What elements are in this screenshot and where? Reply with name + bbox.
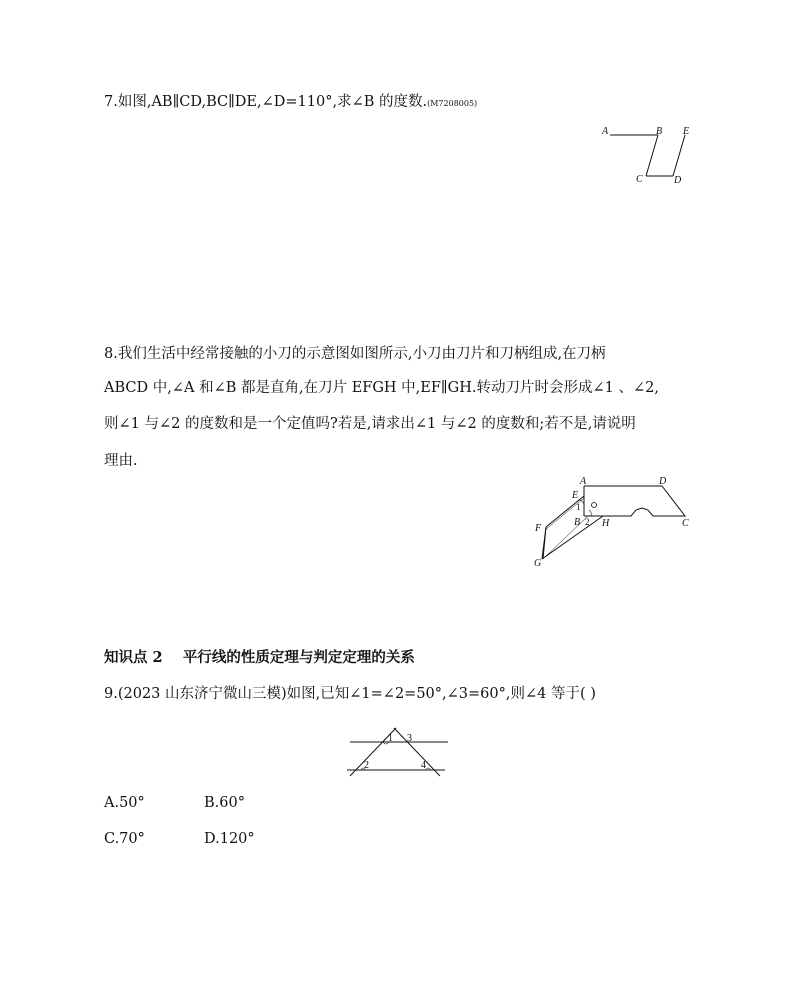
q8-label-f: F: [535, 523, 542, 534]
q7-figure: [598, 124, 698, 184]
q7-label-c: C: [636, 174, 643, 185]
q8-label-d: D: [659, 476, 667, 487]
q9-question: 9.(2023 山东济宁微山三模)如图,已知∠1=∠2=50°,∠3=60°,则∠4 等于( ): [104, 686, 596, 702]
q7-question: [104, 92, 477, 114]
q9-label-angle-2: 2: [364, 760, 369, 771]
q9-option-d[interactable]: D.120°: [204, 831, 255, 847]
q9-option-b[interactable]: B.60°: [204, 795, 245, 811]
q8-line-4: 理由.: [104, 453, 138, 469]
q8-label-e: E: [572, 490, 579, 501]
q8-label-b: B: [574, 517, 581, 528]
q7-label-a: A: [602, 126, 609, 137]
q7-text: 7.如图,AB∥CD,BC∥DE,∠D=110°,求∠B 的度数.: [104, 94, 428, 110]
q7-code: (M7208005): [427, 99, 478, 108]
section-heading: 知识点 2 平行线的性质定理与判定定理的关系: [104, 649, 415, 666]
q7-label-b: B: [656, 126, 663, 137]
q9-option-c[interactable]: C.70°: [104, 831, 145, 847]
q8-label-a: A: [580, 476, 587, 487]
q8-label-h: H: [602, 518, 610, 529]
q8-label-angle-1: 1: [576, 502, 581, 512]
q8-label-c: C: [682, 518, 689, 529]
q9-label-angle-3: 3: [407, 733, 412, 744]
q8-label-angle-2: 2: [585, 517, 590, 527]
q8-label-g: G: [534, 558, 542, 569]
q9-label-angle-1: 1: [388, 733, 393, 744]
q8-line-2: ABCD 中,∠A 和∠B 都是直角,在刀片 EFGH 中,EF∥GH.转动刀片时会形成∠1 、∠2,: [104, 380, 659, 396]
q9-triangle-figure: [344, 728, 454, 778]
q9-label-angle-4: 4: [421, 760, 426, 771]
q7-label-d: D: [674, 175, 682, 186]
q8-line-1: 8.我们生活中经常接触的小刀的示意图如图所示,小刀由刀片和刀柄组成,在刀柄: [104, 346, 606, 362]
q8-line-3: 则∠1 与∠2 的度数和是一个定值吗?若是,请求出∠1 与∠2 的度数和;若不是,请说明: [104, 416, 636, 432]
q7-label-e: E: [683, 126, 690, 137]
q8-knife-figure: [530, 474, 700, 574]
q9-option-a[interactable]: A.50°: [104, 795, 145, 811]
